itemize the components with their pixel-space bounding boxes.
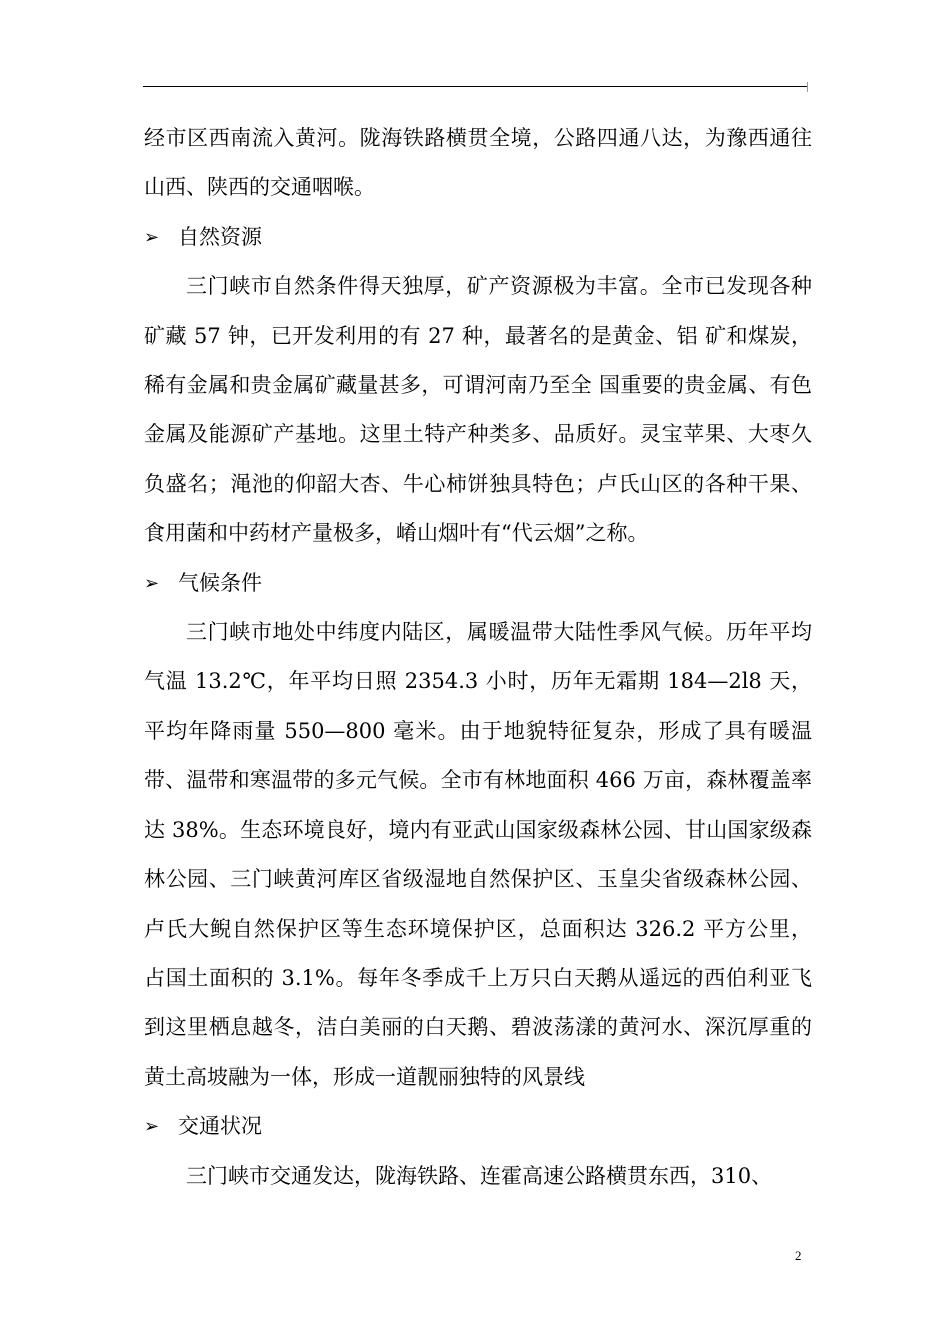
section-heading-transportation: [144, 1102, 812, 1151]
arrow-bullet-icon: ➢: [144, 226, 160, 248]
section-heading-climate: [144, 559, 812, 608]
section-heading-text: 气候条件: [178, 570, 262, 595]
arrow-bullet-icon: ➢: [144, 572, 160, 594]
header-rule: [143, 86, 807, 87]
section-paragraph-climate: 三门峡市地处中纬度内陆区，属暖温带大陆性季风气候。历年平均气温 13.2℃，年平均日照 2354.3 小时，历年无霜期 184—2l8 天，平均年降雨量 550—800 毫米。由于地貌特征复杂，形成了具有暖温带、温带和寒温带的多元气候。全市有林地面积 466 万亩，森林覆盖率达 38%。生态环境良好，境内有亚武山国家级森林公园、甘山国家级森林公园、三门峡黄河库区省级湿地自然保护区、玉皇尖省级森林公园、卢氏大鲵自然保护区等生态环境保护区，总面积达 326.2 平方公里， 占国土面积的 3.1%。每年冬季成千上万只白天鹅从遥远的西伯利亚飞到这里栖息越冬，洁白美丽的白天鹅、碧波荡漾的黄河水、深沉厚重的黄土高坡融为一体，形成一道靓丽独特的风景线: [144, 620, 812, 1089]
continued-paragraph: 经市区西南流入黄河。陇海铁路横贯全境，公路四通八达，为豫西通往山西、陕西的交通咽喉。: [144, 126, 812, 200]
page-number: 2: [795, 1248, 802, 1263]
section-heading-text: 自然资源: [178, 224, 262, 249]
section-heading-natural-resources: [144, 213, 812, 262]
section-paragraph-transportation: 三门峡市交通发达，陇海铁路、连霍高速公路横贯东西，310、: [186, 1163, 773, 1188]
header-rule-end-mark: [807, 82, 808, 92]
page-body: [144, 114, 812, 1201]
section-paragraph-natural-resources: 三门峡市自然条件得天独厚，矿产资源极为丰富。全市已发现各种矿藏 57 钟，已开发利用的有 27 种，最著名的是黄金、铝 矿和煤炭，稀有金属和贵金属矿藏量甚多，可谓河南乃至全 国重要的贵金属、有色金属及能源矿产基地。这里土特产种类多、品质好。灵宝苹果、大枣久负盛名；渑池的仰韶大杏、牛心柿饼独具特色；卢氏山区的各种干果、食用菌和中药材产量极多，崤山烟叶有“代云烟”之称。: [144, 274, 812, 546]
section-heading-text: 交通状况: [178, 1114, 262, 1139]
arrow-bullet-icon: ➢: [144, 1116, 160, 1138]
